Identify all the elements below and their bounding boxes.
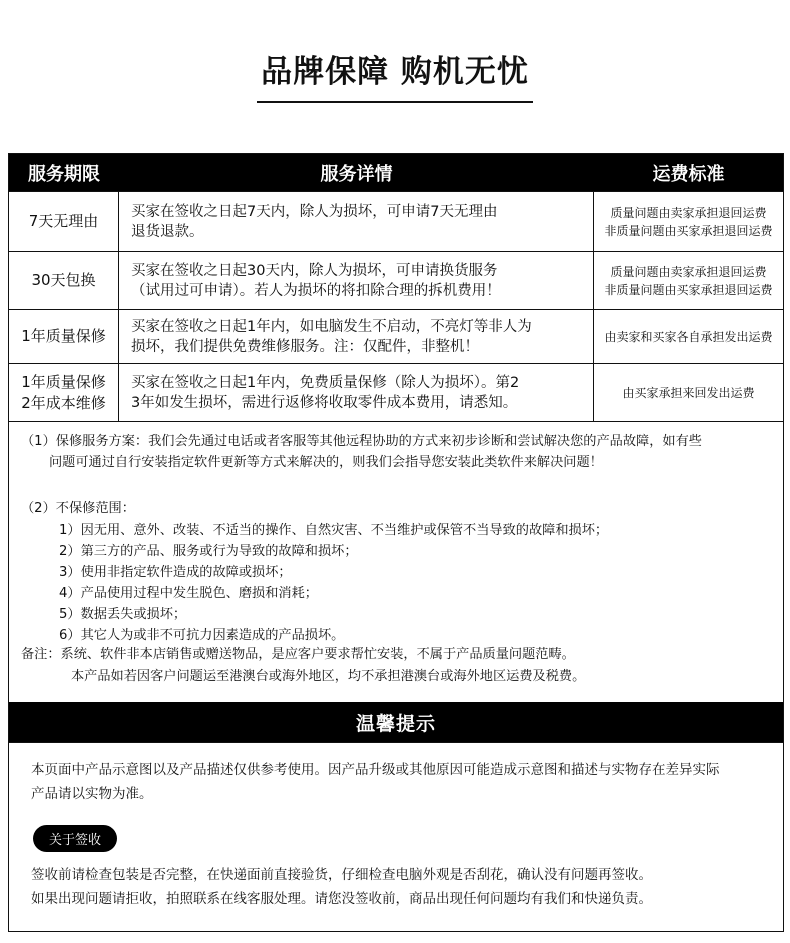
sign-receipt-badge: 关于签收 [33,825,117,852]
detail-line: 买家在签收之日起1年内，免费质量保修（除人为损坏）。第2 [131,374,520,391]
sign-line: 如果出现问题请拒收，拍照联系在线客服处理。请您没签收前，商品出现任何问题均有我们和快递负责。 [31,891,652,907]
table-row [9,363,783,421]
note-2-title: （2）不保修范围： [21,501,135,516]
note-1-cont: 问题可通过自行安装指定软件更新等方式来解决的，则我们会指导您安装此类软件来解决问题！ [49,455,603,470]
service-table [8,153,784,743]
shipping-line: 非质量问题由买家承担退回运费 [604,223,773,238]
table-row [9,251,783,309]
sign-line: 签收前请检查包装是否完整，在快递面前直接验货，仔细检查电脑外观是否刮花，确认没有问题再签收。 [31,867,652,883]
detail-line: 买家在签收之日起30天内，除人为损坏，可申请换货服务 [131,262,498,279]
detail-line: 退货退款。 [131,223,204,240]
sign-receipt-text [31,863,652,911]
shipping-line: 由买家承担来回发出运费 [622,385,755,400]
term-text: 7天无理由 [28,212,99,230]
table-row [9,309,783,363]
row-term [9,364,119,421]
row-detail [119,310,594,363]
detail-line: 买家在签收之日起7天内，除人为损坏，可申请7天无理由 [131,203,498,220]
warm-tips-header: 温馨提示 [9,702,783,742]
row-shipping [594,252,783,309]
term-text: 30天包换 [31,271,96,289]
remark-1: 备注：系统、软件非本店销售或赠送物品，是应客户要求帮忙安装，不属于产品质量问题范畴。 [21,647,575,662]
row-detail [119,364,594,421]
term-text: 2年成本维修 [21,393,106,412]
table-row [9,191,783,251]
row-shipping [594,192,783,251]
disclaimer-line: 产品请以实物为准。 [31,786,153,802]
shipping-line: 由卖家和买家各自承担发出运费 [604,329,773,344]
row-detail [119,252,594,309]
note-1: （1）保修服务方案：我们会先通过电话或者客服等其他远程协助的方式来初步诊断和尝试解决您的产品故障，如有些 [21,434,702,449]
disclaimer-text [31,758,771,806]
row-term [9,252,119,309]
warm-tips-body [8,738,784,932]
row-term [9,192,119,251]
title-underline [257,101,533,103]
row-shipping [594,310,783,363]
row-detail [119,192,594,251]
list-item: 2）第三方的产品、服务或行为导致的故障和损坏； [59,544,358,559]
term-text: 1年质量保修 [21,327,106,345]
remark-2: 本产品如若因客户问题运至港澳台或海外地区，均不承担港澳台或海外地区运费及税费。 [71,669,586,684]
page-title: 品牌保障 购机无忧 [261,54,529,90]
shipping-line: 质量问题由卖家承担退回运费 [610,264,767,279]
detail-line: （试用过可申请）。若人为损坏的将扣除合理的拆机费用！ [131,282,501,299]
header-detail: 服务详情 [320,163,393,185]
disclaimer-line: 本页面中产品示意图以及产品描述仅供参考使用。因产品升级或其他原因可能造成示意图和描述与实物存在差异实际 [31,762,720,778]
detail-line: 3年如发生损坏，需进行返修将收取零件成本费用，请悉知。 [131,394,518,411]
list-item: 4）产品使用过程中发生脱色、磨损和消耗； [59,586,318,601]
detail-line: 损坏，我们提供免费维修服务。注：仅配件，非整机！ [131,338,479,355]
row-shipping [594,364,783,421]
row-term [9,310,119,363]
list-item: 1）因无用、意外、改装、不适当的操作、自然灾害、不当维护或保管不当导致的故障和损坏； [59,523,609,538]
term-text: 1年质量保修 [21,372,106,391]
list-item: 5）数据丢失或损坏； [59,607,187,622]
table-header [9,154,783,191]
shipping-line: 非质量问题由买家承担退回运费 [604,282,773,297]
list-item: 3）使用非指定软件造成的故障或损坏； [59,565,292,580]
warranty-notes [9,421,783,702]
shipping-line: 质量问题由卖家承担退回运费 [610,205,767,220]
header-shipping: 运费标准 [652,163,725,185]
detail-line: 买家在签收之日起1年内，如电脑发生不启动，不亮灯等非人为 [131,318,532,335]
header-term: 服务期限 [28,163,100,185]
list-item: 6）其它人为或非不可抗力因素造成的产品损坏。 [59,628,345,643]
